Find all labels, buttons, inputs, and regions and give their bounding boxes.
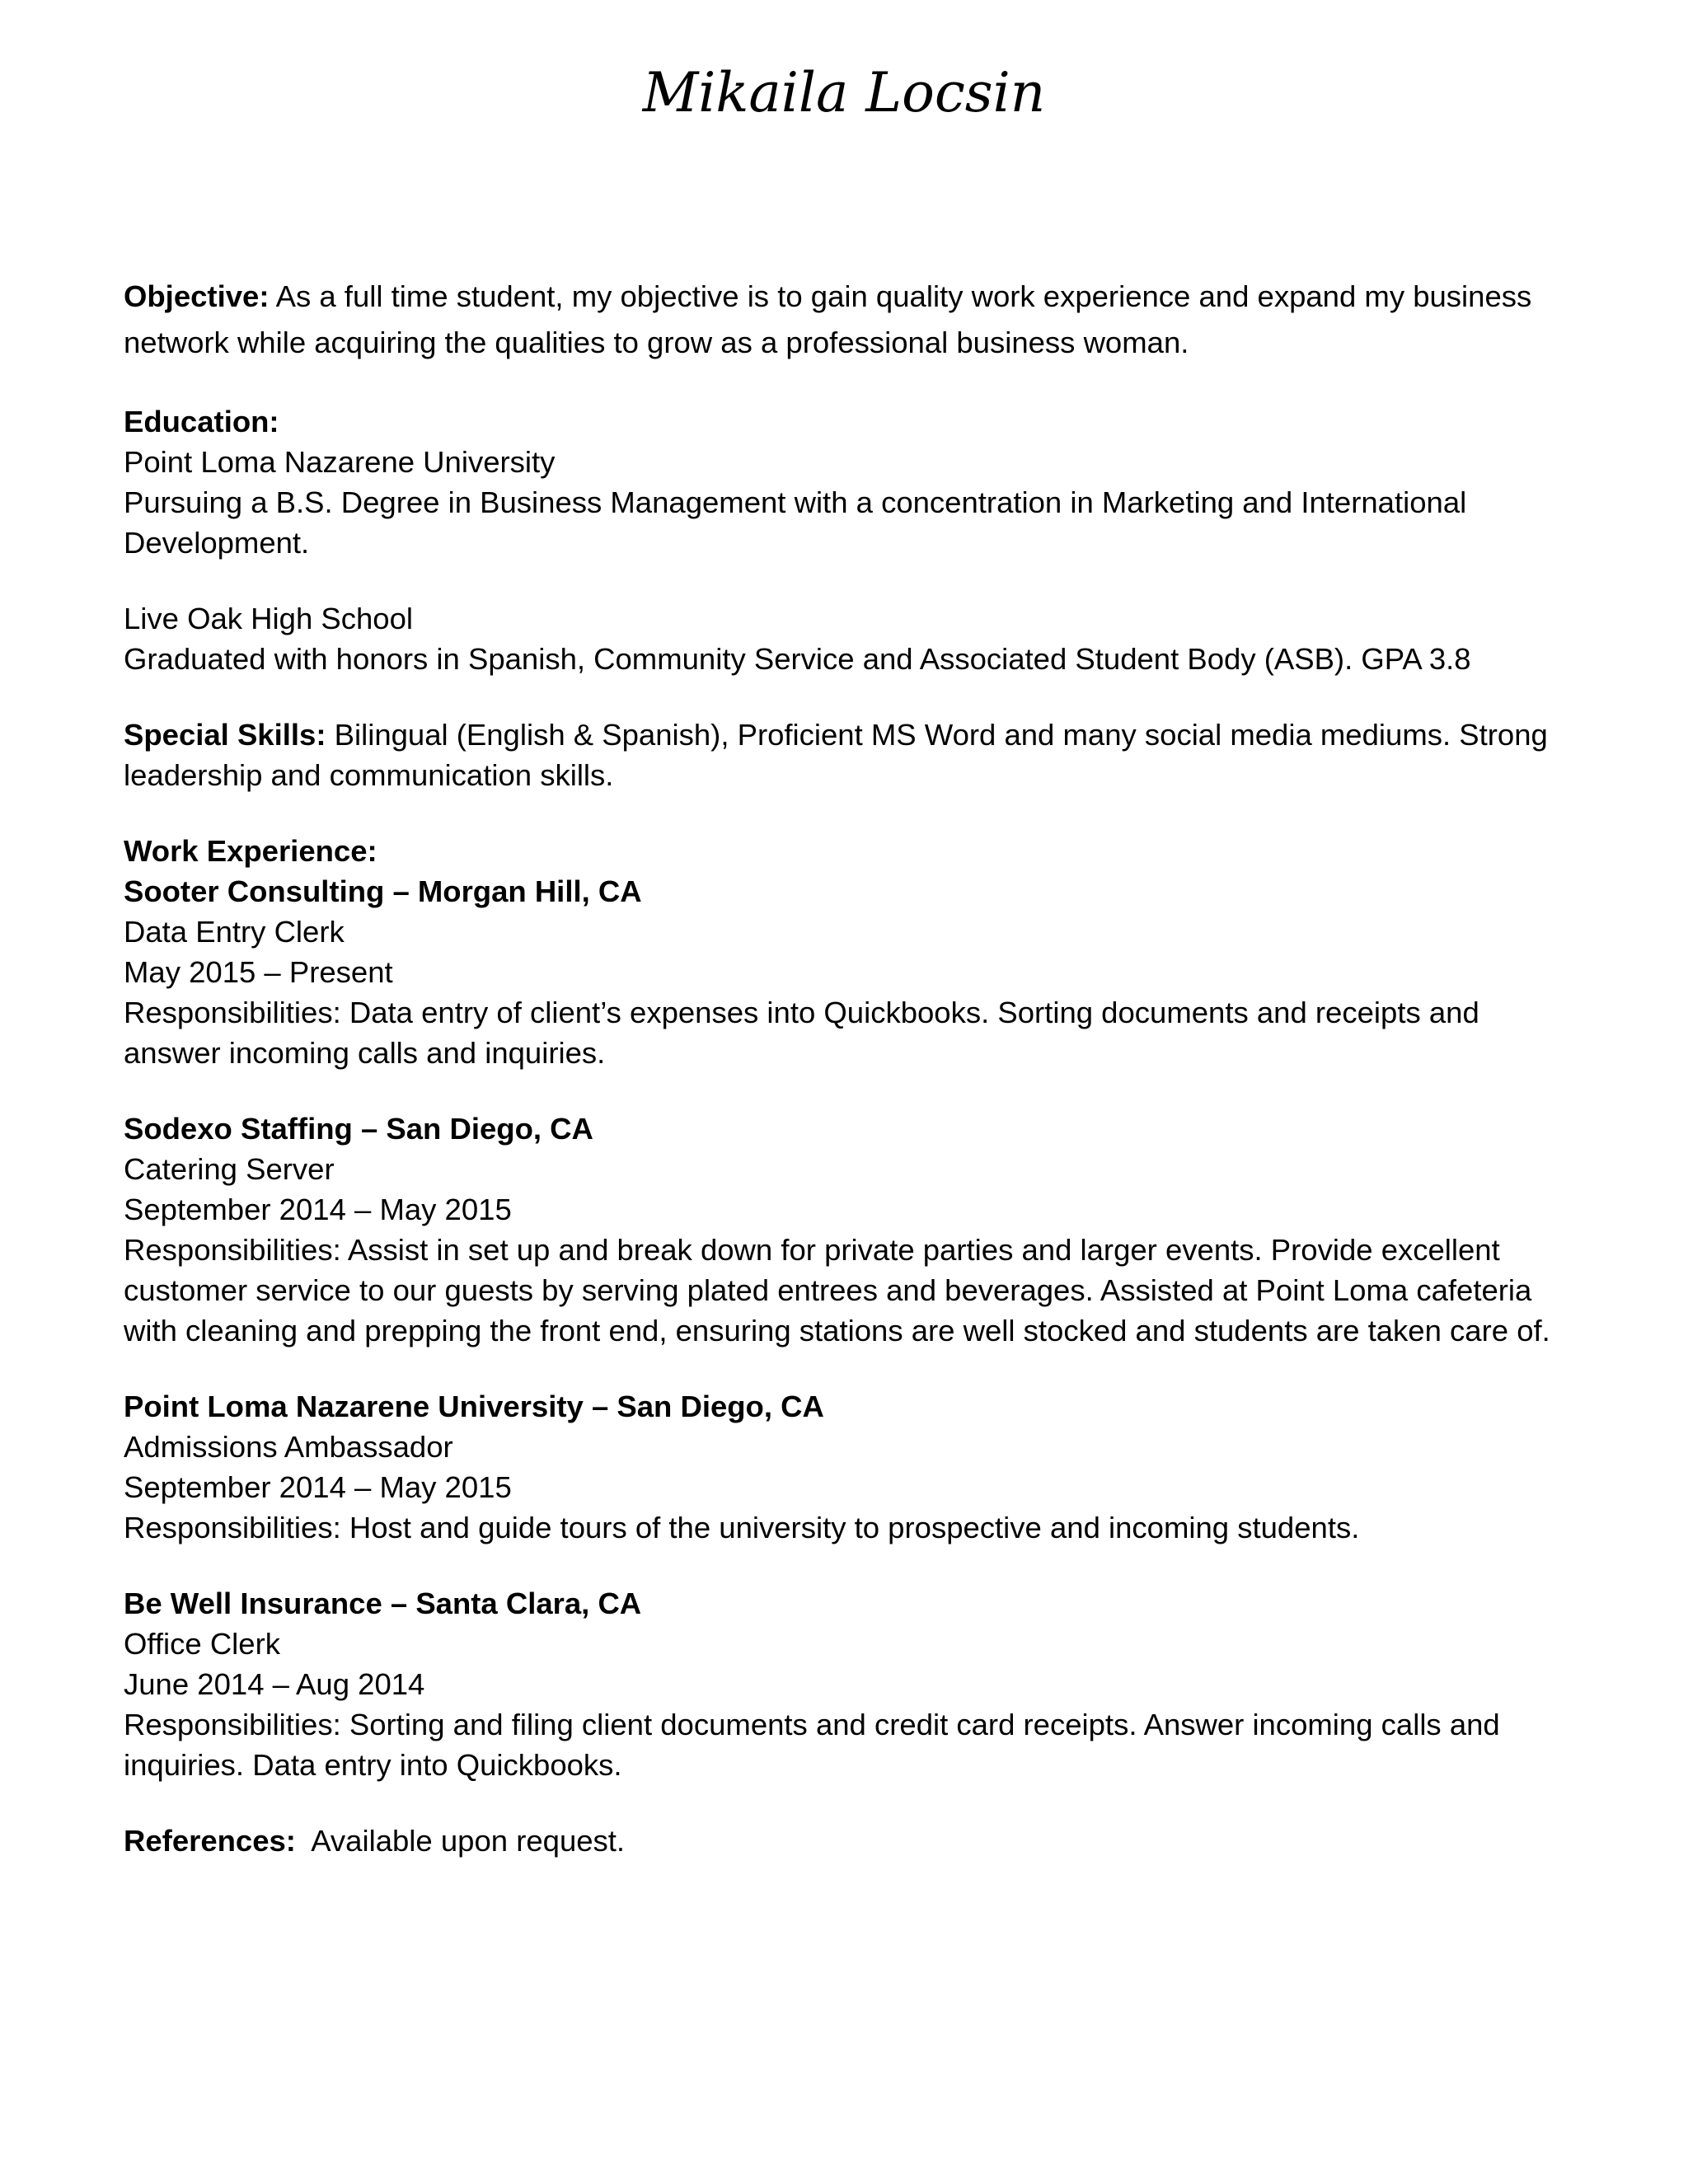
- job-4-employer: Be Well Insurance – Santa Clara, CA: [124, 1586, 642, 1620]
- job-1-resp-1: Responsibilities: Data entry of client’s expenses into Quickbooks. Sorting documents and receipts and: [124, 996, 1479, 1029]
- job-4-title: Office Clerk: [124, 1627, 280, 1661]
- job-2-employer: Sodexo Staffing – San Diego, CA: [124, 1112, 593, 1146]
- job-1-title: Data Entry Clerk: [124, 915, 345, 949]
- work-label: Work Experience:: [124, 834, 377, 868]
- objective-section: [124, 274, 1574, 366]
- objective-label: Objective:: [124, 279, 270, 313]
- skills-section: [124, 715, 1574, 795]
- school-2-name: Live Oak High School: [124, 602, 413, 635]
- job-2-title: Catering Server: [124, 1152, 335, 1186]
- objective-line-1: [124, 274, 1574, 320]
- objective-text-1: As a full time student, my objective is to gain quality work experience and expand my business: [275, 279, 1532, 313]
- job-4-resp-1: Responsibilities: Sorting and filing client documents and credit card receipts. Answer incoming calls and: [124, 1708, 1500, 1741]
- job-3-title: Admissions Ambassador: [124, 1430, 453, 1464]
- resume-name: Mikaila Locsin: [642, 61, 1046, 124]
- work-section: [124, 831, 1574, 1785]
- job-2-resp-3: with cleaning and prepping the front end, ensuring stations are well stocked and students are taken care of.: [124, 1314, 1550, 1347]
- references-label: References:: [124, 1824, 296, 1858]
- job-3-resp-1: Responsibilities: Host and guide tours of the university to prospective and incoming students.: [124, 1511, 1360, 1544]
- objective-text-2: network while acquiring the qualities to grow as a professional business woman.: [124, 326, 1189, 359]
- skills-label: Special Skills:: [124, 718, 326, 752]
- skills-text-2: leadership and communication skills.: [124, 758, 614, 792]
- job-2-resp-1: Responsibilities: Assist in set up and break down for private parties and larger events. Provide excellent: [124, 1233, 1500, 1267]
- references-section: [124, 1821, 1574, 1861]
- job-4-resp-2: inquiries. Data entry into Quickbooks.: [124, 1748, 622, 1782]
- school-1-line-1: Pursuing a B.S. Degree in Business Management with a concentration in Marketing and International: [124, 485, 1467, 519]
- references-line: [124, 1821, 1574, 1861]
- job-1-resp-2: answer incoming calls and inquiries.: [124, 1036, 606, 1070]
- school-1-line-2: Development.: [124, 526, 310, 560]
- job-2-resp-2: customer service to our guests by serving plated entrees and beverages. Assisted at Point Loma cafeteria: [124, 1273, 1532, 1307]
- job-3-employer: Point Loma Nazarene University – San Diego, CA: [124, 1390, 824, 1423]
- job-1-dates: May 2015 – Present: [124, 955, 393, 989]
- job-3-dates: September 2014 – May 2015: [124, 1470, 512, 1504]
- references-text: Available upon request.: [311, 1824, 626, 1858]
- job-2-dates: September 2014 – May 2015: [124, 1193, 512, 1226]
- school-1-name: Point Loma Nazarene University: [124, 445, 556, 479]
- education-label: Education:: [124, 405, 279, 438]
- education-section: [124, 401, 1574, 679]
- resume-body: [124, 274, 1574, 1861]
- school-2-line-1: Graduated with honors in Spanish, Community Service and Associated Student Body (ASB). GPA 3.8: [124, 642, 1471, 676]
- job-1-employer: Sooter Consulting – Morgan Hill, CA: [124, 874, 642, 908]
- job-4-dates: June 2014 – Aug 2014: [124, 1667, 425, 1701]
- skills-text-1: Bilingual (English & Spanish), Proficient MS Word and many social media mediums. Strong: [334, 718, 1548, 752]
- skills-line-1: [124, 715, 1574, 755]
